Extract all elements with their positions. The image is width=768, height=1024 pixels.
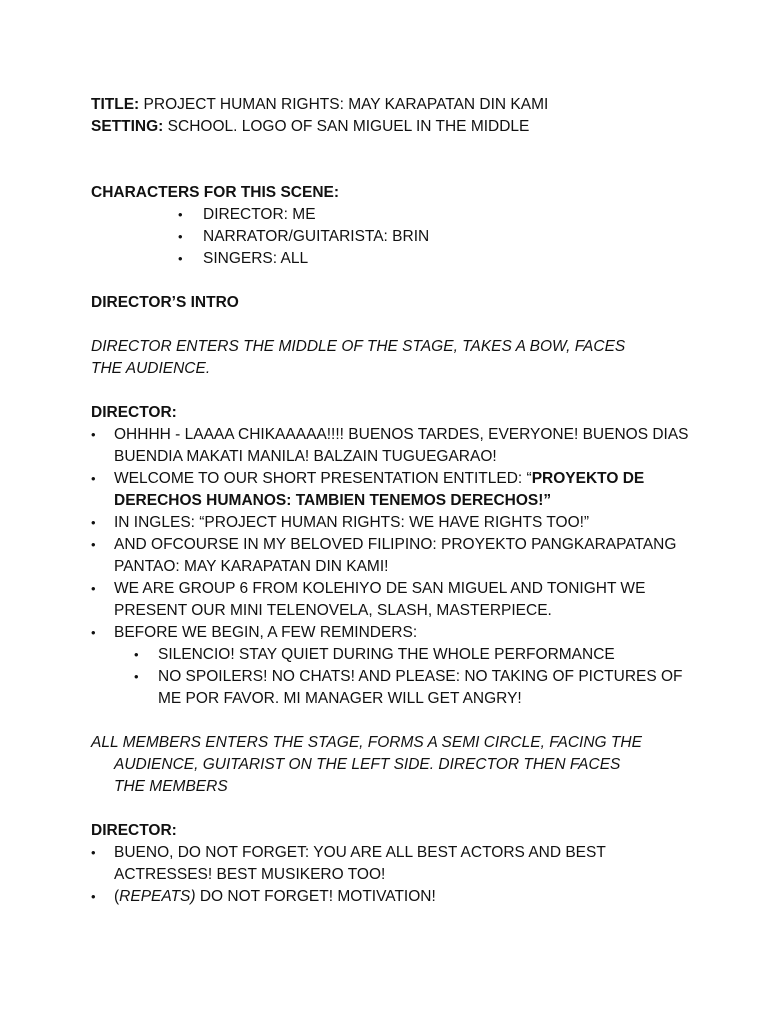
stage-note: REPEATS) — [119, 888, 196, 905]
dialogue-line: • BEFORE WE BEGIN, A FEW REMINDERS: — [91, 622, 691, 644]
dialogue-line: • BUENO, DO NOT FORGET: YOU ARE ALL BEST ACTORS AND BEST ACTRESSES! BEST MUSIKERO TOO! — [91, 844, 606, 883]
bullet-icon: • — [134, 647, 139, 662]
characters-list — [91, 204, 691, 270]
welcome-text: WELCOME TO OUR SHORT PRESENTATION ENTITLED: “ — [114, 470, 532, 487]
intro-heading: DIRECTOR’S INTRO — [91, 294, 239, 311]
script-page — [91, 94, 691, 908]
title-label: TITLE: — [91, 96, 140, 113]
bullet-icon: • — [178, 229, 183, 244]
setting-value: SCHOOL. LOGO OF SAN MIGUEL IN THE MIDDLE — [167, 118, 530, 135]
setting-line — [91, 116, 691, 138]
bullet-icon: • — [91, 625, 96, 640]
list-item: • DIRECTOR: ME — [91, 204, 691, 226]
presentation-title: PROYEKTO DE DERECHOS HUMANOS: TAMBIEN TENEMOS DERECHOS!” — [114, 470, 645, 509]
bullet-icon: • — [91, 427, 96, 442]
stage-direction: DIRECTOR ENTERS THE MIDDLE OF THE STAGE, TAKES A BOW, FACES THE AUDIENCE. — [91, 338, 626, 377]
dialogue-line: • IN INGLES: “PROJECT HUMAN RIGHTS: WE HAVE RIGHTS TOO!” — [91, 512, 691, 534]
bullet-icon: • — [91, 889, 96, 904]
bullet-icon: • — [91, 537, 96, 552]
dialogue-line: • (REPEATS) DO NOT FORGET! MOTIVATION! — [91, 886, 691, 908]
bullet-icon: • — [91, 581, 96, 596]
dialogue-line: • WE ARE GROUP 6 FROM KOLEHIYO DE SAN MIGUEL AND TONIGHT WE PRESENT OUR MINI TELENOVELA, SLASH, MASTERPIECE. — [91, 580, 646, 619]
dialogue-list — [91, 424, 691, 644]
stage-direction: ALL MEMBERS ENTERS THE STAGE, FORMS A SEMI CIRCLE, FACING THE AUDIENCE, GUITARIST ON THE LEFT SIDE. DIRECTOR THEN FACES THE MEMBERS — [91, 734, 642, 795]
list-item: • NO SPOILERS! NO CHATS! AND PLEASE: NO TAKING OF PICTURES OF ME POR FAVOR. MI MANAGER WILL GET ANGRY! — [134, 668, 683, 707]
characters-heading: CHARACTERS FOR THIS SCENE: — [91, 184, 340, 201]
bullet-icon: • — [91, 471, 96, 486]
title-line — [91, 94, 691, 116]
setting-label: SETTING: — [91, 118, 164, 135]
list-item: • SINGERS: ALL — [91, 248, 691, 270]
dialogue-line — [91, 468, 691, 512]
bullet-icon: • — [134, 669, 139, 684]
dialogue-line: • AND OFCOURSE IN MY BELOVED FILIPINO: PROYEKTO PANGKARAPATANG PANTAO: MAY KARAPATAN DIN KAMI! — [91, 536, 677, 575]
title-value: PROJECT HUMAN RIGHTS: MAY KARAPATAN DIN KAMI — [143, 96, 549, 113]
reminders-list — [91, 644, 691, 710]
bullet-icon: • — [178, 207, 183, 222]
dialogue-line: • OHHHH - LAAAA CHIKAAAAA!!!! BUENOS TARDES, EVERYONE! BUENOS DIAS BUENDIA MAKATI MANILA! BALZAIN TUGUEGARAO! — [91, 426, 689, 465]
bullet-icon: • — [91, 845, 96, 860]
list-item: • NARRATOR/GUITARISTA: BRIN — [91, 226, 691, 248]
speaker-label: DIRECTOR: — [91, 404, 177, 421]
bullet-icon: • — [178, 251, 183, 266]
list-item: • SILENCIO! STAY QUIET DURING THE WHOLE PERFORMANCE — [91, 644, 691, 666]
speaker-label: DIRECTOR: — [91, 822, 177, 839]
dialogue-list — [91, 842, 691, 908]
bullet-icon: • — [91, 515, 96, 530]
